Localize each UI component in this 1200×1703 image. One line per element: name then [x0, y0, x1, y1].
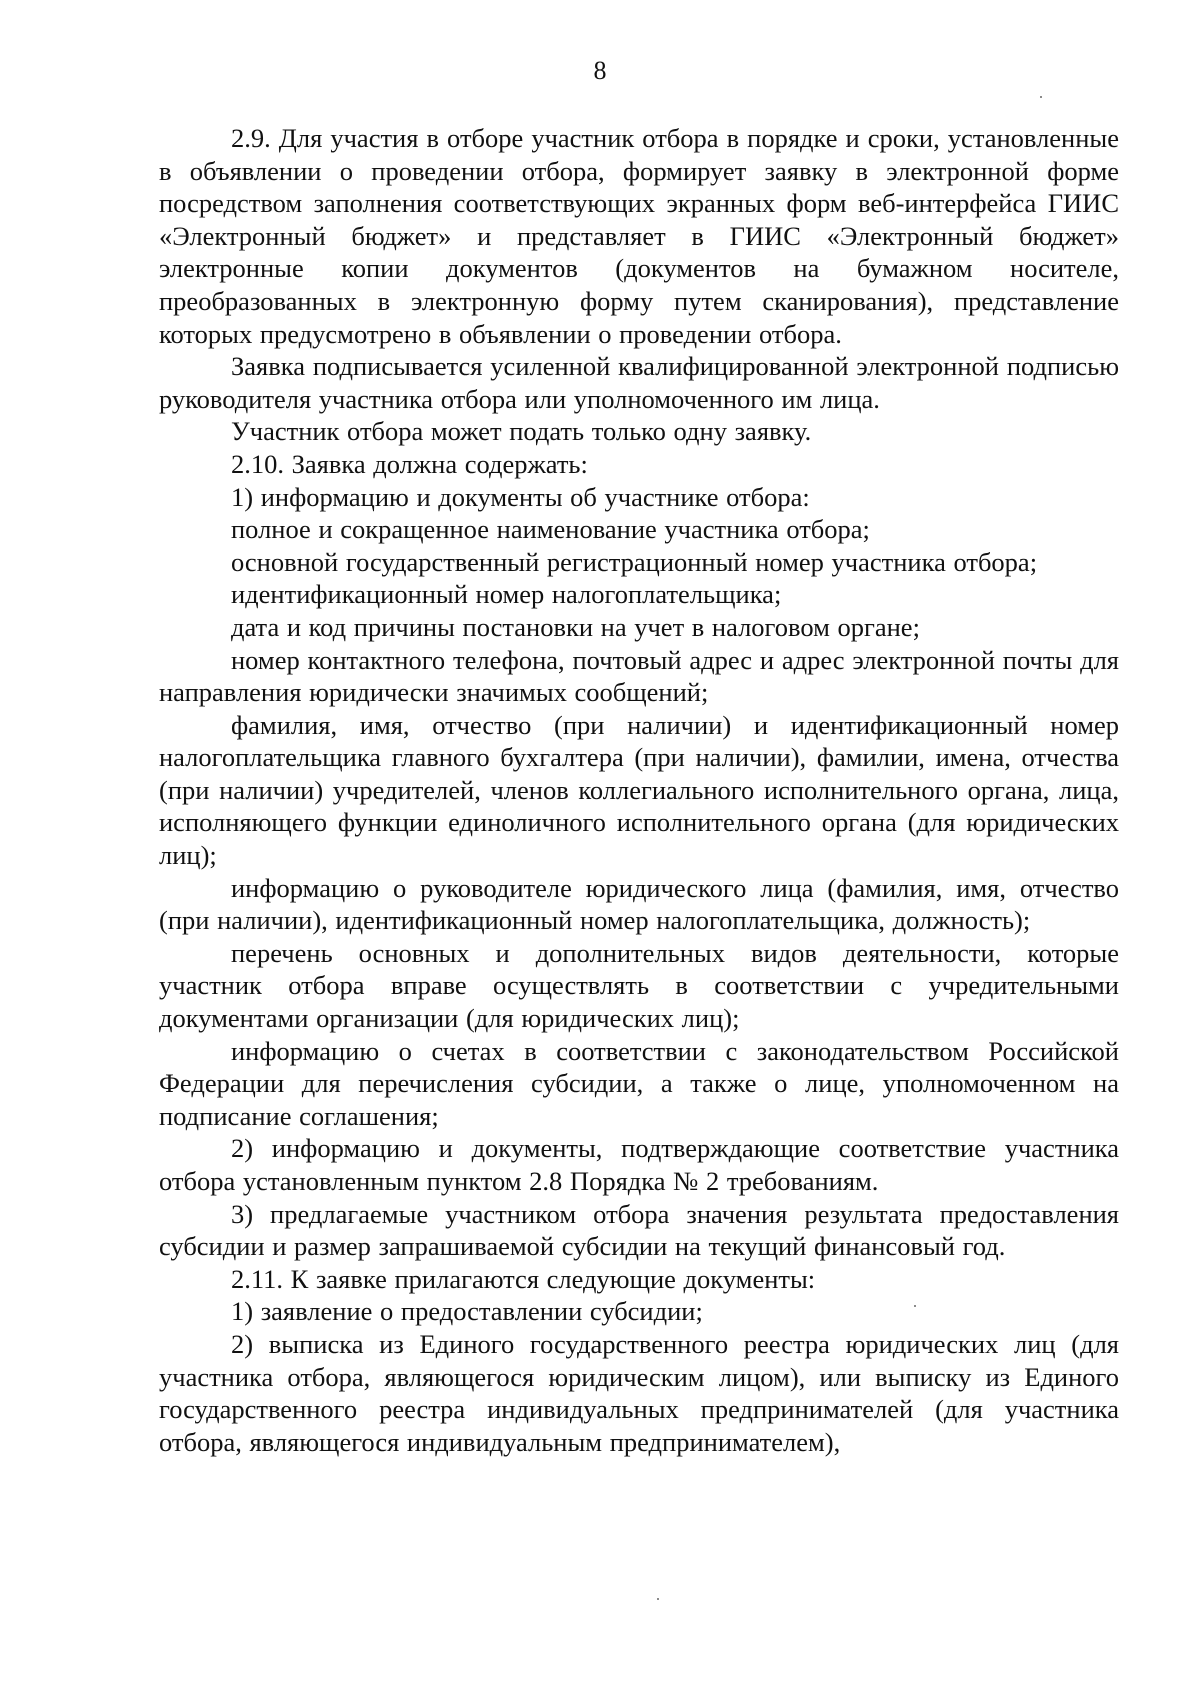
list-item: идентификационный номер налогоплательщика; — [231, 579, 782, 610]
paragraph-2-10: 2.10. Заявка должна содержать: — [231, 448, 588, 479]
paragraph-one-application: Участник отбора может подать только одну заявку. — [231, 416, 812, 447]
list-item: информацию о счетах в соответствии с законодательством Российской Федерации для перечисления субсидии, а также о лице, уполномоченном на подписание соглашения; — [159, 1035, 1119, 1131]
list-item: 2) выписка из Единого государственного реестра юридических лиц (для участника отбора, являющегося юридическим лицом), или выписку из Единого государственного реестра индивидуальных предпринимателей (для участника отбора, являющегося индивидуальным предпринимателем), — [159, 1328, 1119, 1457]
paragraph-2-9: 2.9. Для участия в отборе участник отбора в порядке и сроки, установленные в объявлении о проведении отбора, формирует заявку в электронной форме посредством заполнения соответствующих экранных форм веб-интерфейса ГИИС «Электронный бюджет» и представляет в ГИИС «Электронный бюджет» электронные копии документов (документов на бумажном носителе, преобразованных в электронную форму путем сканирования), представление которых предусмотрено в объявлении о проведении отбора. — [159, 123, 1119, 349]
scan-speck — [914, 1305, 916, 1307]
list-item: перечень основных и дополнительных видов деятельности, которые участник отбора вправе осуществлять в соответствии с учредительными документами организации (для юридических лиц); — [159, 937, 1119, 1034]
document-body — [159, 122, 1119, 1458]
page-number: 8 — [593, 56, 607, 85]
list-item: дата и код причины постановки на учет в налоговом органе; — [231, 611, 920, 642]
paragraph-2-11: 2.11. К заявке прилагаются следующие документы: — [231, 1263, 816, 1294]
list-item: 1) заявление о предоставлении субсидии; — [231, 1296, 703, 1327]
list-item: 1) информацию и документы об участнике отбора: — [231, 481, 810, 512]
scan-speck — [1040, 96, 1042, 98]
list-item: 2) информацию и документы, подтверждающие соответствие участника отбора установленным пунктом 2.8 Порядка № 2 требованиям. — [159, 1133, 1119, 1196]
list-item: полное и сокращенное наименование участника отбора; — [231, 514, 870, 545]
list-item: информацию о руководителе юридического лица (фамилия, имя, отчество (при наличии), идентификационный номер налогоплательщика, должность); — [159, 872, 1119, 936]
list-item: 3) предлагаемые участником отбора значения результата предоставления субсидии и размер запрашиваемой субсидии на текущий финансовый год. — [159, 1198, 1119, 1262]
list-item: основной государственный регистрационный номер участника отбора; — [231, 546, 1038, 577]
paragraph-signature: Заявка подписывается усиленной квалифицированной электронной подписью руководителя участника отбора или уполномоченного им лица. — [159, 351, 1119, 414]
scan-speck — [657, 1598, 659, 1600]
list-item: номер контактного телефона, почтовый адрес и адрес электронной почты для направления юридически значимых сообщений; — [159, 644, 1119, 708]
list-item: фамилия, имя, отчество (при наличии) и идентификационный номер налогоплательщика главного бухгалтера (при наличии), фамилии, имена, отчества (при наличии) учредителей, членов коллегиального исполнительного органа, лица, исполняющего функции единоличного исполнительного органа (для юридических лиц); — [159, 709, 1119, 871]
